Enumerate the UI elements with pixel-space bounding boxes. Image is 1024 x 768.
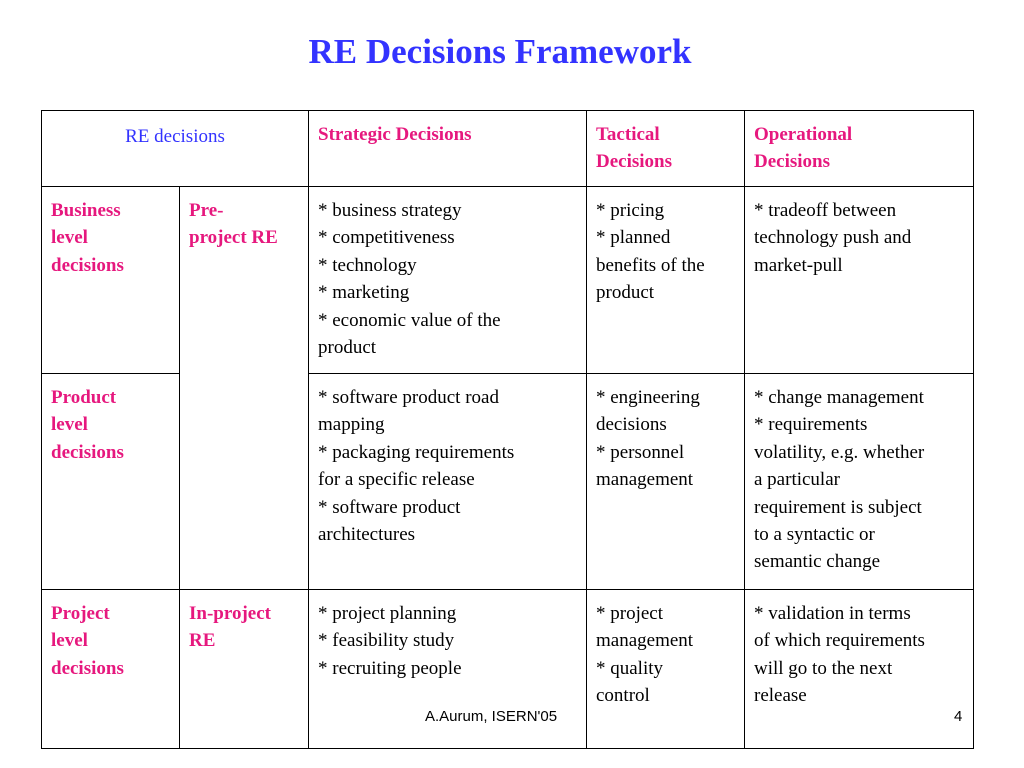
- cell-line: * requirements: [754, 414, 868, 436]
- cell-line: * technology: [318, 254, 417, 276]
- cell-line: product: [318, 337, 377, 359]
- cell-line: * project: [596, 603, 664, 624]
- cell-line: level: [51, 630, 88, 652]
- header-line: Decisions: [596, 151, 672, 173]
- cell-line: * economic value of the: [318, 309, 501, 331]
- cell-line: decisions: [51, 254, 124, 276]
- cell-line: * competitiveness: [318, 227, 455, 249]
- cell-line: * quality: [596, 657, 664, 679]
- cell-line: * planned: [596, 227, 671, 249]
- cell-line: semantic change: [754, 551, 881, 573]
- page-number: 4: [954, 708, 963, 725]
- pre-project-re-cell: [180, 187, 309, 590]
- product-level-cell: [42, 374, 180, 590]
- cell-line: market-pull: [754, 254, 843, 276]
- cell-line: Business: [51, 200, 121, 221]
- cell-line: requirement is subject: [754, 496, 922, 518]
- product-strategic-cell: [309, 374, 587, 590]
- header-line: Decisions: [754, 151, 830, 173]
- strategic-decisions-header: [309, 111, 587, 187]
- cell-line: In-project: [189, 603, 271, 624]
- project-tactical-cell: [587, 590, 745, 749]
- cell-line: * project planning: [318, 603, 457, 624]
- cell-line: * packaging requirements: [318, 441, 515, 463]
- cell-line: * business strategy: [318, 200, 462, 221]
- business-strategic-cell: [309, 187, 587, 374]
- cell-line: of which requirements: [754, 630, 925, 652]
- cell-line: level: [51, 227, 88, 249]
- in-project-re-cell: [180, 590, 309, 749]
- cell-line: * software product: [318, 496, 461, 518]
- business-tactical-cell: [587, 187, 745, 374]
- cell-line: * software product road: [318, 387, 499, 408]
- cell-line: Product: [51, 387, 117, 408]
- table-header-row: [42, 111, 974, 187]
- cell-line: to a syntactic or: [754, 524, 875, 546]
- cell-line: Pre-: [189, 200, 224, 221]
- cell-line: control: [596, 685, 650, 707]
- cell-line: product: [596, 282, 655, 304]
- cell-line: * marketing: [318, 282, 410, 304]
- re-decisions-label: RE decisions: [125, 126, 225, 147]
- cell-line: * personnel: [596, 441, 685, 463]
- business-level-cell: [42, 187, 180, 374]
- cell-line: * pricing: [596, 200, 665, 221]
- cell-line: release: [754, 685, 807, 707]
- cell-line: * change management: [754, 387, 924, 408]
- table-row-business: [42, 187, 974, 374]
- cell-line: * engineering: [596, 387, 700, 408]
- slide-title: RE Decisions Framework: [308, 32, 692, 71]
- cell-line: mapping: [318, 414, 385, 436]
- cell-line: management: [596, 469, 694, 491]
- cell-line: a particular: [754, 469, 840, 491]
- operational-decisions-header: [745, 111, 974, 187]
- cell-line: for a specific release: [318, 469, 475, 491]
- cell-line: * feasibility study: [318, 630, 455, 652]
- cell-line: decisions: [51, 441, 124, 463]
- cell-line: project RE: [189, 227, 278, 249]
- cell-line: Project: [51, 603, 110, 624]
- project-level-cell: [42, 590, 180, 749]
- cell-line: management: [596, 630, 694, 652]
- cell-line: * validation in terms: [754, 603, 911, 624]
- tactical-decisions-header: [587, 111, 745, 187]
- business-operational-cell: [745, 187, 974, 374]
- cell-line: benefits of the: [596, 254, 705, 276]
- product-tactical-cell: [587, 374, 745, 590]
- cell-line: level: [51, 414, 88, 436]
- cell-line: * tradeoff between: [754, 200, 897, 221]
- cell-line: will go to the next: [754, 657, 893, 679]
- cell-line: decisions: [51, 657, 124, 679]
- re-decisions-header: [42, 111, 309, 187]
- cell-line: architectures: [318, 524, 416, 546]
- cell-line: RE: [189, 630, 216, 652]
- cell-line: * recruiting people: [318, 657, 462, 679]
- project-operational-cell: [745, 590, 974, 749]
- product-operational-cell: [745, 374, 974, 590]
- decisions-framework-table: [41, 110, 974, 749]
- header-line: Tactical: [596, 124, 660, 145]
- strategic-decisions-label: Strategic Decisions: [318, 124, 472, 145]
- cell-line: technology push and: [754, 227, 912, 249]
- footer-author: A.Aurum, ISERN'05: [425, 708, 558, 725]
- header-line: Operational: [754, 124, 853, 145]
- cell-line: decisions: [596, 414, 667, 436]
- cell-line: volatility, e.g. whether: [754, 441, 925, 463]
